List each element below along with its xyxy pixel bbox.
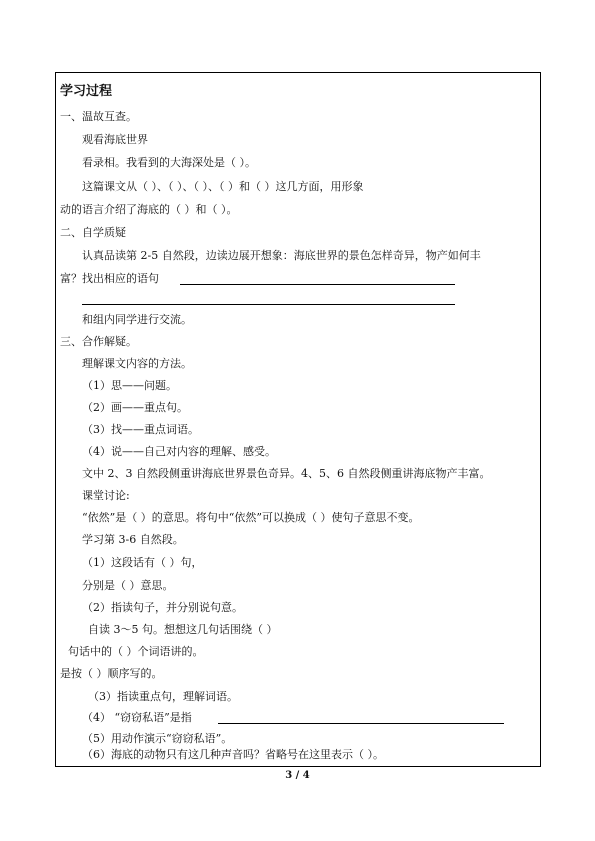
text-line: 认真品读第 2-5 自然段，边读边展开想象：海底世界的景色怎样奇异，物产如何丰 (82, 249, 481, 262)
text-line: 句话中的（ ）个词语讲的。 (68, 645, 204, 658)
list-item: （4） “窃窃私语”是指 (82, 711, 192, 724)
text-line: “依然”是（ ）的意思。将句中“依然”可以换成（ ）使句子意思不变。 (82, 511, 420, 524)
text-line: 和组内同学进行交流。 (82, 313, 192, 326)
text-line: 理解课文内容的方法。 (82, 357, 192, 370)
text-line: 这篇课文从（ ）、（ ）、（ ）、（ ）和（ ）这几方面，用形象 (82, 180, 364, 193)
text-line: 课堂讨论: (82, 489, 130, 502)
text-line: 分别是（ ）意思。 (82, 579, 174, 592)
list-item: （1）这段话有（ ）句， (82, 556, 203, 569)
page-number: 3 / 4 (285, 770, 310, 781)
list-item: （2）指读句子，并分别说句意。 (82, 601, 243, 614)
heading-review: 一、温故互查。 (60, 110, 137, 123)
list-item: （4）说——自己对内容的理解、感受。 (82, 445, 276, 458)
text-line: 富？找出相应的语句 (60, 272, 159, 285)
text-line: 自读 3～5 句。想想这几句话围绕（ ） (88, 623, 278, 636)
answer-underline[interactable] (82, 304, 455, 305)
list-item: （6）海底的动物只有这几种声音吗？省略号在这里表示（ ）。 (82, 748, 384, 761)
list-item: （1）思——问题。 (82, 379, 177, 392)
text-line: 看录相。我看到的大海深处是（ ）。 (82, 156, 256, 169)
text-line: 观看海底世界 (82, 133, 148, 146)
answer-underline[interactable] (180, 284, 455, 285)
text-line: 学习第 3-6 自然段。 (82, 533, 184, 546)
section-title: 学习过程 (60, 84, 113, 99)
list-item: （2）画——重点句。 (82, 401, 188, 414)
text-line: 文中 2、3 自然段侧重讲海底世界景色奇异。4、5、6 自然段侧重讲海底物产丰富。 (82, 467, 491, 480)
list-item: （3）指读重点句，理解词语。 (88, 690, 238, 703)
heading-cooperate: 三、合作解疑。 (60, 335, 137, 348)
list-item: （5）用动作演示“窃窃私语”。 (82, 732, 233, 745)
list-item: （3）找——重点词语。 (82, 423, 199, 436)
text-line: 是按（ ）顺序写的。 (60, 667, 163, 680)
answer-underline[interactable] (218, 723, 504, 724)
text-line: 动的语言介绍了海底的（ ）和（ ）。 (60, 203, 238, 216)
content-table-border (55, 72, 541, 767)
heading-self-study: 二、自学质疑 (60, 226, 126, 239)
